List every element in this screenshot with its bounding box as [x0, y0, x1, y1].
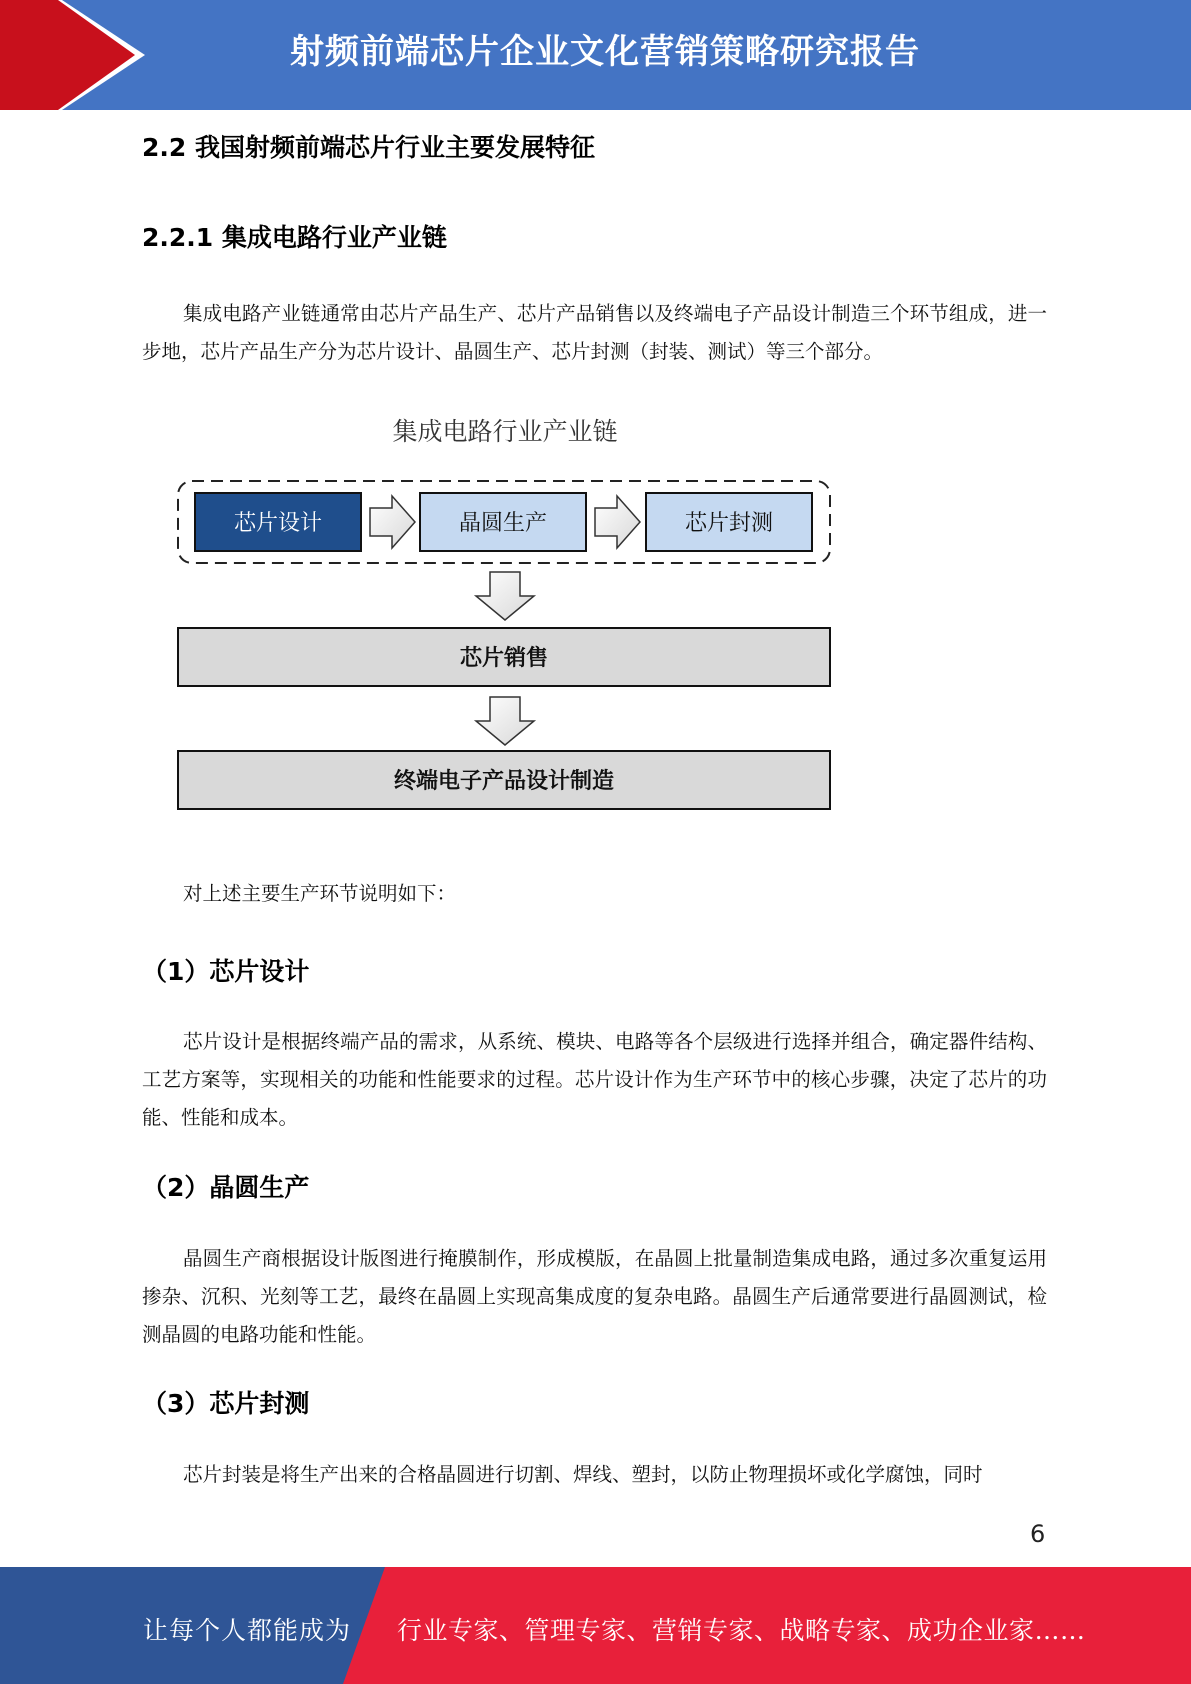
- subsection-heading: 2.2.1 集成电路行业产业链: [142, 223, 447, 252]
- wafer-production-paragraph: 晶圆生产商根据设计版图进行掩膜制作，形成模版，在晶圆上批量制造集成电路，通过多次重复运用掺杂、沉积、光刻等工艺，最终在晶圆上实现高集成度的复杂电路。晶圆生产后通常要进行晶圆测试，检测晶圆的电路功能和性能。: [142, 1247, 1047, 1346]
- page-number: 6: [1030, 1520, 1046, 1548]
- down-arrow-icon: [476, 572, 534, 620]
- subheading-wafer-production: （2）晶圆生产: [142, 1173, 310, 1202]
- chip-packaging-label: 芯片封测: [684, 511, 774, 536]
- lead-paragraph: 对上述主要生产环节说明如下：: [183, 882, 457, 905]
- footer-slogan-right: 行业专家、管理专家、营销专家、战略专家、成功企业家……: [397, 1616, 1086, 1645]
- report-title: 射频前端芯片企业文化营销策略研究报告: [290, 32, 920, 72]
- section-heading: 2.2 我国射频前端芯片行业主要发展特征: [142, 133, 595, 162]
- terminal-product-label: 终端电子产品设计制造: [393, 769, 615, 794]
- industry-chain-diagram: [170, 400, 850, 820]
- diagram-title: 集成电路行业产业链: [392, 417, 618, 446]
- chip-design-label: 芯片设计: [233, 511, 323, 536]
- right-arrow-icon: [370, 496, 415, 548]
- header-bar: [0, 0, 1191, 110]
- chip-sales-label: 芯片销售: [459, 646, 549, 671]
- chip-packaging-paragraph: 芯片封装是将生产出来的合格晶圆进行切割、焊线、塑封，以防止物理损坏或化学腐蚀，同时: [183, 1463, 983, 1486]
- right-arrow-icon: [595, 496, 640, 548]
- subheading-chip-design: （1）芯片设计: [142, 957, 310, 986]
- footer-slogan-left: 让每个人都能成为: [143, 1616, 352, 1645]
- chip-design-paragraph: 芯片设计是根据终端产品的需求，从系统、模块、电路等各个层级进行选择并组合，确定器件结构、工艺方案等，实现相关的功能和性能要求的过程。芯片设计作为生产环节中的核心步骤，决定了芯片的功能、性能和成本。: [142, 1030, 1047, 1129]
- down-arrow-icon: [476, 697, 534, 745]
- intro-paragraph: 集成电路产业链通常由芯片产品生产、芯片产品销售以及终端电子产品设计制造三个环节组成，进一步地，芯片产品生产分为芯片设计、晶圆生产、芯片封测（封装、测试）等三个部分。: [142, 302, 1047, 363]
- subheading-chip-packaging: （3）芯片封测: [142, 1389, 310, 1418]
- wafer-production-label: 晶圆生产: [458, 511, 548, 536]
